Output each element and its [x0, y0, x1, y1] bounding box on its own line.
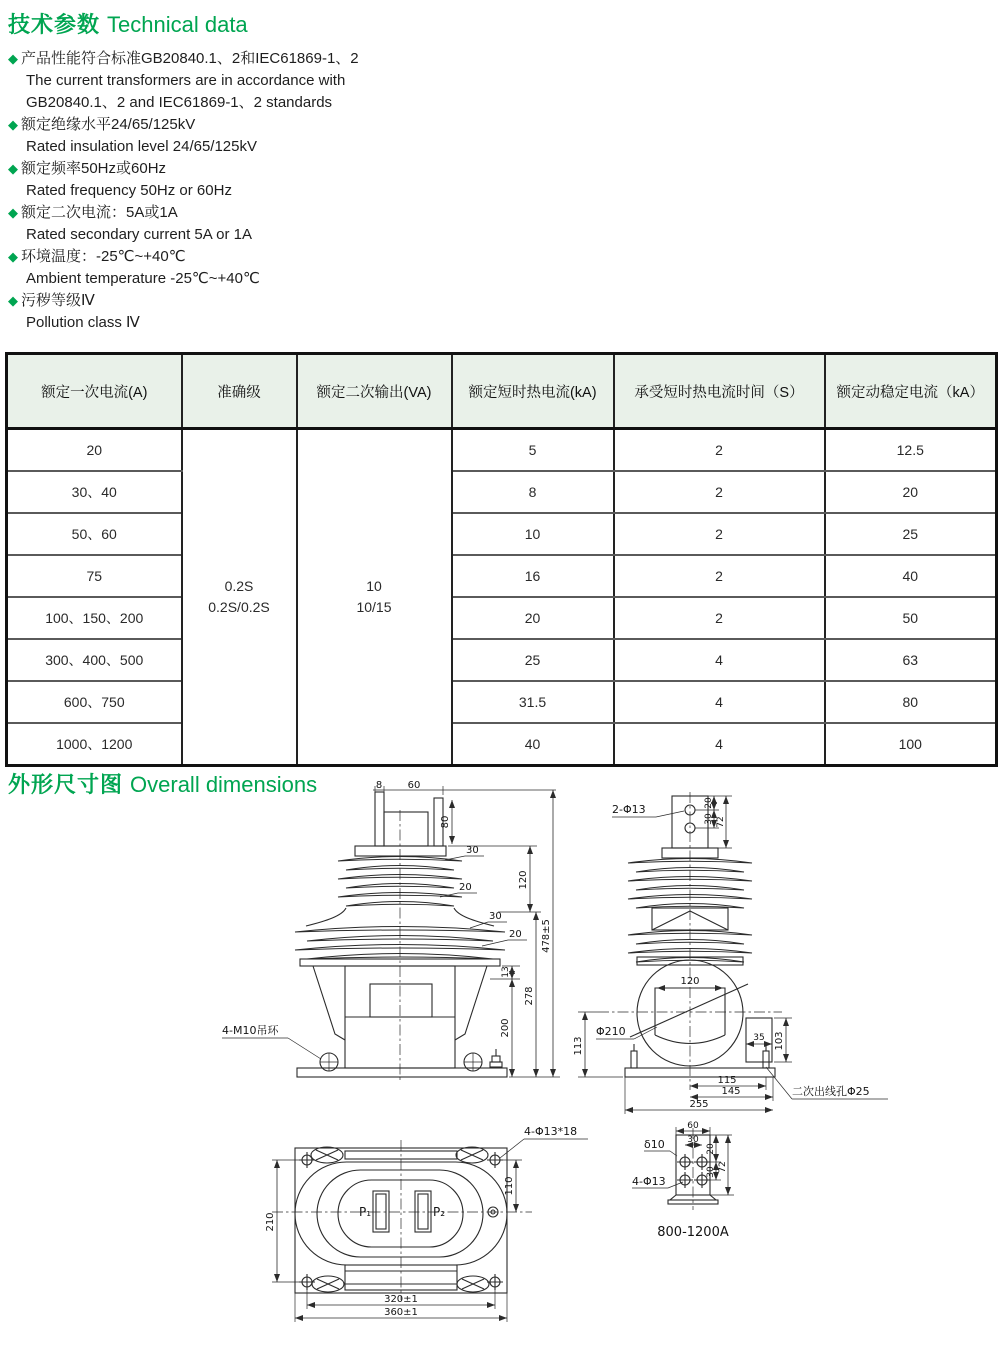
spec-zh: 污秽等级Ⅳ	[21, 292, 95, 309]
table-row	[7, 513, 997, 555]
primary-holes-label: 2-Φ13	[612, 803, 646, 816]
dim-det-30: 30	[687, 1135, 699, 1145]
heading-en: Overall dimensions	[130, 772, 318, 797]
dim-shed-30b: 30	[489, 911, 502, 922]
cell-primary: 1000、1200	[7, 723, 182, 766]
cell-dynamic: 40	[825, 555, 997, 597]
dim-v30: 30	[704, 813, 714, 825]
cell-primary: 600、750	[7, 681, 182, 723]
cell-time: 2	[614, 471, 825, 513]
terminal-hole	[677, 1154, 693, 1170]
spec-item	[8, 158, 648, 202]
dim-v72: 72	[716, 816, 726, 828]
spec-en: Rated frequency 50Hz or 60Hz	[26, 182, 232, 199]
terminal-detail-caption: 800-1200A	[657, 1225, 729, 1240]
dim-total-height: 478±5	[541, 919, 552, 953]
lifting-eye-top	[456, 1147, 488, 1163]
cell-thermal: 40	[452, 723, 614, 766]
dim-det-60: 60	[687, 1121, 699, 1131]
spec-en: Rated secondary current 5A or 1A	[26, 226, 252, 243]
dim-shed-30: 30	[466, 845, 479, 856]
spec-en: GB20840.1、2 and IEC61869-1、2 standards	[26, 94, 333, 111]
dim-120: 120	[518, 870, 529, 890]
cell-primary: 100、150、200	[7, 597, 182, 639]
dim-103: 103	[774, 1031, 785, 1051]
cell-dynamic: 50	[825, 597, 997, 639]
dimension-drawings	[0, 780, 1000, 1365]
cell-time: 4	[614, 639, 825, 681]
table-row	[7, 723, 997, 766]
cell-dynamic: 80	[825, 681, 997, 723]
cell-time: 2	[614, 513, 825, 555]
cell-thermal: 8	[452, 471, 614, 513]
lifting-ring-right	[464, 1053, 482, 1071]
cell-thermal: 5	[452, 429, 614, 472]
spec-zh: 额定频率50Hz或60Hz	[21, 160, 167, 177]
table-row	[7, 555, 997, 597]
secondary-outlet-label: 二次出线孔Φ25	[792, 1085, 870, 1098]
top-view-drawing	[265, 1125, 588, 1322]
mounting-hole	[299, 1152, 315, 1168]
cell-thermal: 16	[452, 555, 614, 597]
terminal-detail-drawing	[632, 1121, 734, 1240]
table-row	[7, 681, 997, 723]
col-secondary-output: 额定二次输出(VA)	[297, 354, 452, 429]
accuracy-line: 0.2S/0.2S	[208, 599, 270, 615]
cell-dynamic: 100	[825, 723, 997, 766]
diamond-bullet-icon: ◆	[8, 51, 18, 66]
diamond-bullet-icon: ◆	[8, 117, 18, 132]
cell-time: 2	[614, 597, 825, 639]
table-row	[7, 639, 997, 681]
dim-320: 320±1	[384, 1294, 418, 1305]
spec-item	[8, 202, 648, 246]
lifting-ring-left	[320, 1053, 338, 1071]
front-view-drawing	[222, 780, 560, 1082]
lifting-eye-top	[312, 1276, 344, 1292]
col-dynamic-current: 额定动稳定电流（kA）	[825, 354, 997, 429]
cell-time: 4	[614, 681, 825, 723]
dim-113: 113	[573, 1036, 584, 1056]
spec-zh: 产品性能符合标准GB20840.1、2和IEC61869-1、2	[21, 50, 359, 67]
plate-thickness-label: δ10	[644, 1138, 665, 1151]
mounting-holes-label: 4-Φ13*18	[524, 1125, 578, 1138]
technical-data-heading	[8, 8, 248, 39]
table-row	[7, 429, 997, 472]
cell-dynamic: 63	[825, 639, 997, 681]
cell-primary: 300、400、500	[7, 639, 182, 681]
diamond-bullet-icon: ◆	[8, 205, 18, 220]
col-thermal-current: 额定短时热电流(kA)	[452, 354, 614, 429]
cell-primary: 20	[7, 429, 182, 472]
dim-shed-20b: 20	[509, 929, 522, 940]
cell-thermal: 25	[452, 639, 614, 681]
cell-primary: 30、40	[7, 471, 182, 513]
terminal-hole	[677, 1172, 693, 1188]
table-header-row	[7, 354, 997, 429]
cell-dynamic: 20	[825, 471, 997, 513]
cell-dynamic: 12.5	[825, 429, 997, 472]
dim-200: 200	[500, 1018, 511, 1038]
spec-item	[8, 290, 648, 334]
diamond-bullet-icon: ◆	[8, 293, 18, 308]
cell-thermal: 20	[452, 597, 614, 639]
cell-time: 2	[614, 555, 825, 597]
diamond-bullet-icon: ◆	[8, 249, 18, 264]
lifting-eye-top	[457, 1276, 489, 1292]
dim-det-v72: 72	[718, 1161, 728, 1173]
spec-zh: 环境温度：-25℃~+40℃	[21, 248, 186, 265]
cell-thermal: 10	[452, 513, 614, 555]
spec-item	[8, 48, 648, 114]
table-row	[7, 597, 997, 639]
cell-thermal: 31.5	[452, 681, 614, 723]
cell-primary: 50、60	[7, 513, 182, 555]
lifting-eye-top	[311, 1147, 343, 1163]
dim-110: 110	[504, 1176, 515, 1196]
p1-terminal-label: P₁	[358, 1205, 371, 1219]
secondary-bolt-right	[763, 1044, 769, 1068]
ratings-table	[5, 352, 998, 767]
dim-145: 145	[721, 1086, 741, 1097]
col-thermal-time: 承受短时热电流时间（S）	[614, 354, 825, 429]
dim-13: 13	[501, 966, 511, 978]
spec-zh: 额定绝缘水平24/65/125kV	[21, 116, 196, 133]
dim-360: 360±1	[384, 1307, 418, 1318]
secondary-bolt-left	[631, 1044, 637, 1068]
body-diameter-label: Φ210	[596, 1025, 626, 1038]
terminal-bolt	[490, 1049, 502, 1067]
dim-80: 80	[440, 815, 451, 829]
cell-secondary-output	[297, 429, 452, 766]
cell-accuracy-class	[182, 429, 297, 766]
output-line: 10	[366, 578, 382, 594]
spec-list	[8, 48, 648, 334]
cell-dynamic: 25	[825, 513, 997, 555]
side-view-drawing	[573, 792, 888, 1114]
table-row	[7, 471, 997, 513]
spec-en: The current transformers are in accordance with	[26, 72, 346, 89]
dim-v20: 20	[704, 797, 714, 809]
dim-det-v30: 30	[706, 1166, 716, 1178]
spec-en: Ambient temperature -25℃~+40℃	[26, 270, 260, 287]
spec-zh: 额定二次电流：5A或1A	[21, 204, 178, 221]
spec-item	[8, 114, 648, 158]
dim-35: 35	[753, 1033, 765, 1043]
dim-255: 255	[689, 1099, 709, 1110]
spec-item	[8, 246, 648, 290]
cell-time: 4	[614, 723, 825, 766]
dim-w120: 120	[680, 976, 700, 987]
dim-210: 210	[265, 1212, 276, 1232]
mounting-hole	[487, 1274, 503, 1290]
heading-zh: 技术参数	[8, 12, 101, 37]
dim-shed-20: 20	[459, 882, 472, 893]
lifting-ring-label: 4-M10吊环	[222, 1024, 279, 1037]
p2-terminal-label: P₂	[433, 1205, 446, 1219]
spec-en: Pollution class Ⅳ	[26, 314, 140, 331]
cell-time: 2	[614, 429, 825, 472]
diamond-bullet-icon: ◆	[8, 161, 18, 176]
detail-holes-label: 4-Φ13	[632, 1175, 666, 1188]
output-line: 10/15	[356, 599, 392, 615]
cell-primary: 75	[7, 555, 182, 597]
col-accuracy-class: 准确级	[182, 354, 297, 429]
dim-60: 60	[407, 780, 421, 791]
dim-278: 278	[524, 986, 535, 1006]
dim-8: 8	[375, 780, 383, 791]
col-primary-current: 额定一次电流(A)	[7, 354, 182, 429]
heading-zh: 外形尺寸图	[8, 772, 124, 797]
dim-115: 115	[717, 1075, 737, 1086]
heading-en: Technical data	[107, 12, 248, 37]
accuracy-line: 0.2S	[224, 578, 254, 594]
spec-en: Rated insulation level 24/65/125kV	[26, 138, 257, 155]
dim-det-v20: 20	[706, 1143, 716, 1155]
